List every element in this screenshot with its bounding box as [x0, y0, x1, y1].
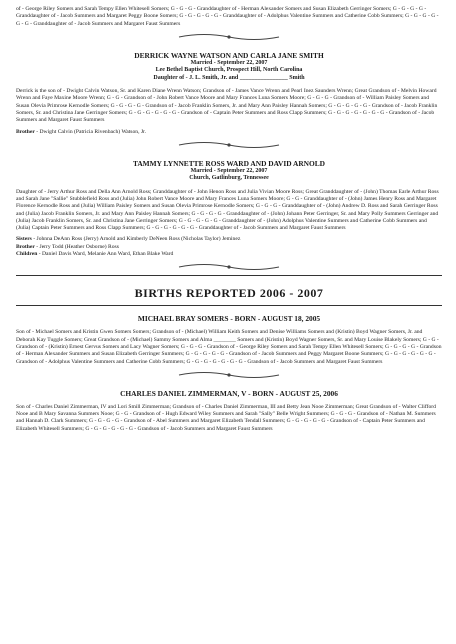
birth-lineage-text: Son of - Michael Somers and Kristin Gwen Somers Somers; Grandson of - (Michael) William Keith Somers and Denise Williams Somers and (Kristin) Boyd Wagner Somers, Jr. and Deborah Kay Tuggle Somers; Great Grandson of - (Michael) Sammy Somers and Alma ________ Somers and (Kristin) Boyd Wagner Somers, Sr. and Mary Louise Blakely Somers; G - G - Grandson of - (Kristin) Ernest Gervus Somers and Lacy Wagner Somers; G - G - G - Grandson of - George Riley Somers and Sarah Tempy Ellen Whitesell Somers; G - G - G - G - Grandson of - Herman Alexander Summers and Susan Elizabeth Gerringer Summers; G - G - G - G - G - Grandson of - Jacob Summers and Peggy Margaret Boone Summers; G - G - G - G - G - G - Grandson of - Adolphus Valentine Summers and Catherine Cobb Summers; G - G - G - G - G - G - G - Grandson of - Jacob Summers and Margaret Faust Summers: [16, 329, 442, 365]
section-title: BIRTHS REPORTED 2006 - 2007: [134, 286, 324, 301]
entry-role-line: [16, 244, 442, 251]
marriage-entry: [16, 159, 442, 258]
entry-place: Church, Gatlinburg, Tennessee: [189, 175, 269, 182]
role-value: - Dwight Calvin (Patricia Rivenbach) Watson, Jr.: [34, 128, 147, 135]
intro-paragraph: of - George Riley Somers and Sarah Tempy Ellen Whitesell Somers; G - G - G - Granddaughter of - Herman Alexander Somers and Susan Elizabeth Gerringer Somers; G - G - G - G - Granddaughter of - Jacob Summers and Margaret Peggy Boone Somers; G - G - G - G - G - Granddaughter of - Adolphus Valentine Summers and Catherine Cobb Summers; G - G - G - G - G - G - Granddaughter of - Jacob Summers and Margaret Faust Summers: [16, 6, 439, 27]
entry-lineage-text: Derrick is the son of - Dwight Calvin Watson, Sr. and Karen Diane Wrenn Watson; Grandson of - James Vance Wrenn and Pearl Inez Saunders Wrenn; Great Grandson of - Melvin Howard Wrenn and Faye Maxine Moore Wrenn; G - G - Grandson of - John Robert Vance Moore and Mary Frances Luna Somers Moore; G - G - G - Grandson of - William Paisley Somers and Susan Olevia Primrose Kernodle Somers; G - G - G - G - Grandson of - Jacob Franklin Somers, Jr. and Mary Ann Paisley Hannah Somers; G - G - G - G - G - Grandson of - Jacob Franklin Somers, Sr. and Christina Jane Gerringer Somers; G - G - G - G - G - G - Grandson of - Captain Peter Summers and Ross Clapp Summers; G - G - G - G - G - G - G - Grandson of - Jacob Summers and Margaret Faust Summers: [16, 88, 438, 124]
divider-ornament-icon: [16, 31, 442, 43]
entry-role-line: [16, 236, 442, 243]
birth-entry: [16, 314, 442, 365]
entry-title: DERRICK WAYNE WATSON AND CARLA JANE SMITH: [134, 50, 324, 60]
section-rule: [16, 305, 442, 306]
entry-daughter-of: Daughter of - J. L. Smith, Jr. and ________________ Smith: [153, 74, 305, 81]
entry-place: Lee Bethel Baptist Church, Prospect Hill, North Carolina: [155, 67, 303, 74]
birth-title: CHARLES DANIEL ZIMMERMAN, V - BORN - AUGUST 25, 2006: [120, 388, 338, 398]
role-label: Brother: [16, 128, 35, 135]
divider-ornament-icon: [16, 369, 442, 381]
divider-ornament-icon: [16, 139, 442, 151]
entry-title: TAMMY LYNNETTE ROSS WARD AND DAVID ARNOLD: [132, 158, 326, 168]
role-label: Brother: [16, 243, 35, 250]
birth-entry: [16, 389, 442, 433]
birth-lineage-text: Son of - Charles Daniel Zimmerman, IV and Lori Smill Zimmerman; Grandson of - Charles Daniel Zimmerman, III and Betty Jean Nooe Zimmerman; Great Grandson of - Walter Clifford Nooe and B Mary Savanna Summers Nooe; G - G - Grandson of - Hugh Edward Wiley Summers and Sarah "Sally" Belle Wright Summers; G - G - G - Grandson of - Nathan M. Summers and Hannah D. Clark Summers; G - G - G - G - Grandson of - Abel Summers and Margaret Elizabeth Tendall Summers; G - G - G - G - G - Grandson of - Captain Peter Summers and Elizabeth Whitesell Summers; G - G - G - G - G - G - Grandson of - Jacob Summers and Margaret Faust Summers: [16, 403, 436, 432]
entry-role-line: [16, 251, 442, 258]
role-label: Sisters: [16, 236, 32, 243]
entry-lineage-text: Daughter of - Jerry Arthur Ross and Della Ann Arnold Ross; Granddaughter of - John Henon Ross and Julia Vivian Moore Ross; Great Granddaughter of - (John) Thomas Earle Arthur Ross and Sarah Jane "Sallie" Stubblefield Ross and (Julia) John Robert Vance Moore and Mary Frances Luna Somers Moore; G - G - Granddaughter of - (John) James Henry Ross and Margaret Florence Kernodle Ross and (Julia) William Paisley Somers and Susan Olevia Primrose Kernodle Somers; G - G - G - Granddaughter of - (John) Andrew D. Ross and Sarah Gerringer Ross and (Julia) Jacob Franklin Somers, Jr. and Mary Ann Paisley Hannah Somers; G - G - G - G - Granddaughter of - (John) Johann Peter Gerringer, Sr. and Mary Polly Summers Gerringer and (Julia) Jacob Franklin Somers, Sr. and Christina Jane Gerringer Somers; G - G - G - G - G - Granddaughter of - (John) Adolphus Valentine Summers and Catherine Cobb Summers and (Julia) Captain Peter Summers and Ross Clapp Summers; G - G - G - G - G - G - Granddaughter of - Jacob Summers and Margaret Faust Summers: [16, 188, 439, 232]
birth-title: MICHAEL BRAY SOMERS - BORN - AUGUST 18, 2005: [137, 314, 321, 324]
role-value: - Daniel Davis Ward, Melanie Ann Ward, Ethan Blake Ward: [37, 251, 174, 258]
role-value: - Johnna DeAnn Ross (Jerry) Arnold and Kimberly DeNeen Ross (Nicholas Taylor) Jeminez: [31, 236, 241, 243]
marriage-entry: [16, 51, 442, 136]
role-value: - Jerry Todd (Heather Osborne) Ross: [34, 243, 119, 250]
entry-married-date: Married - September 22, 2007: [190, 59, 268, 66]
entry-married-date: Married - September 22, 2007: [190, 167, 268, 174]
entry-role-line: [16, 129, 442, 136]
divider-ornament-icon: [16, 261, 442, 273]
section-rule: [16, 275, 442, 276]
role-label: Children: [16, 251, 38, 258]
